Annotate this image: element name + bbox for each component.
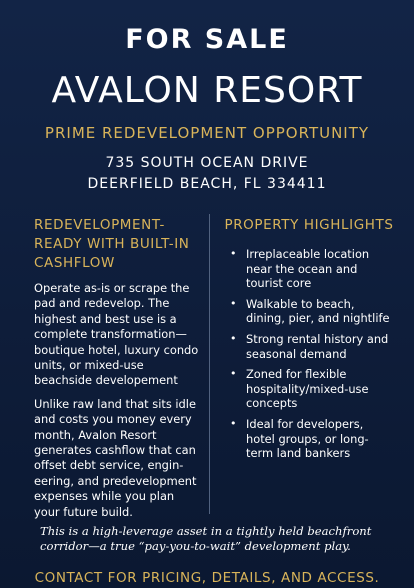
paragraph-cashflow: Unlike raw land that sits idle and costs you money every month, Avalon Resort generates cashflow that can offset debt service, engin-eering, and predevelopment expenses while you plan your future build. [34,396,197,519]
redevelopment-heading: REDEVELOPMENT-READY WITH BUILT-IN CASHFLOW [34,217,190,271]
highlight-text: Walkable to beach, dining, pier, and nightlife [246,296,390,326]
list-item [224,297,394,326]
subtitle: PRIME REDEVELOPMENT OPPORTUNITY [44,124,370,142]
bullet-icon: • [230,296,237,310]
list-item [224,332,394,361]
page-title: AVALON RESORT [51,70,363,111]
tagline: This is a high-leverage asset in a tightly held beachfront corridor—a true “pay-you-to-wait” development play. [40,524,372,553]
bullet-icon: • [230,247,237,260]
highlights-heading: PROPERTY HIGHLIGHTS [224,217,394,233]
highlight-text: Strong rental history and seasonal demand [246,331,389,361]
address-street: 735 SOUTH OCEAN DRIVE [105,155,309,171]
list-item [224,367,394,411]
list-item [224,247,394,291]
highlight-text: Ideal for developers, hotel groups, or long-term land bankers [246,416,369,461]
list-item [224,417,394,461]
redevelopment-section [34,216,202,528]
column-divider [209,214,210,514]
highlight-text: Irreplaceable location near the ocean and tourist core [246,247,370,291]
paragraph-operate: Operate as-is or scrape the pad and redevelop. The highest and best use is a complete transformation—boutique hotel, luxury condo units, or mixed-use beachside developement [34,281,199,388]
address-city: DEERFIELD BEACH, FL 334411 [87,176,327,192]
highlight-text: Zoned for flexible hospitality/mixed-use concepts [246,367,369,411]
bullet-icon: • [230,367,237,381]
bullet-icon: • [230,331,237,345]
highlights-section [224,216,394,467]
contact-call-to-action: CONTACT FOR PRICING, DETAILS, AND ACCESS. [34,570,380,586]
highlights-list [224,247,394,461]
for-sale-label: FOR SALE [125,24,289,55]
bullet-icon: • [230,416,237,430]
